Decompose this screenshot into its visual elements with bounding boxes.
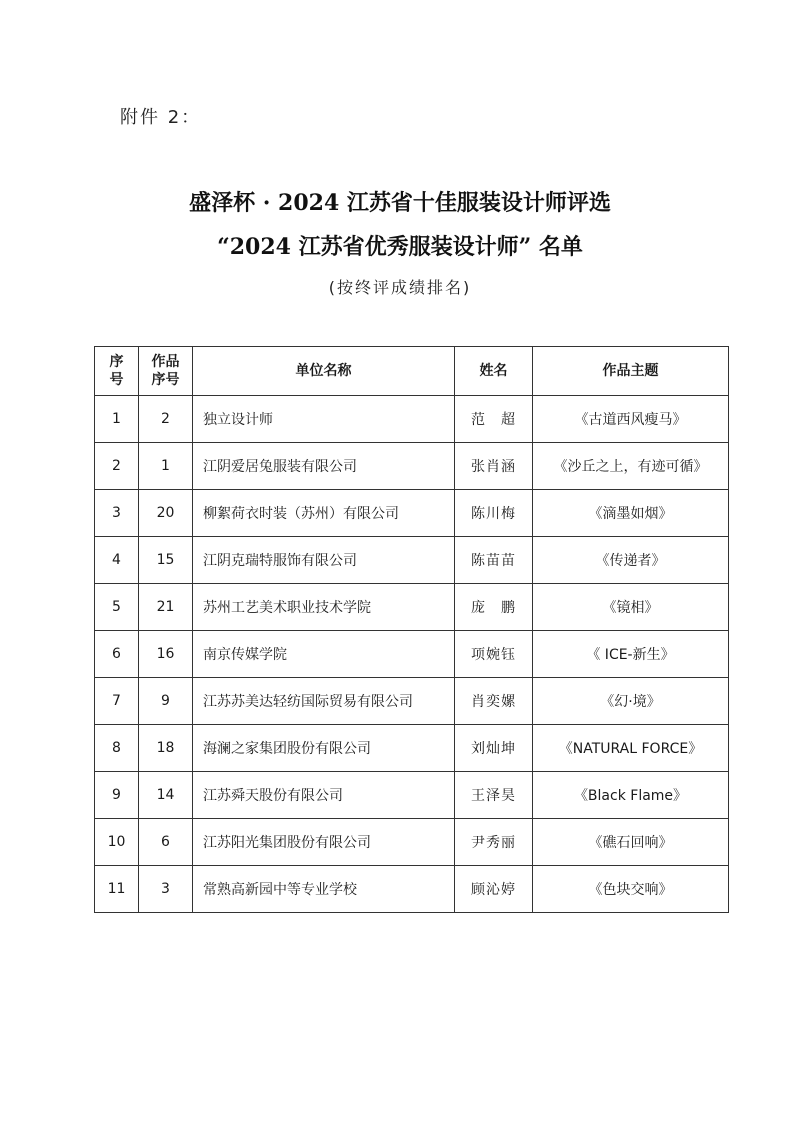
cell-work-no: 2 xyxy=(139,396,193,443)
cell-unit: 苏州工艺美术职业技术学院 xyxy=(193,584,455,631)
cell-work-no: 6 xyxy=(139,819,193,866)
cell-seq: 11 xyxy=(95,866,139,913)
table-row xyxy=(95,537,729,584)
cell-unit: 江苏苏美达轻纺国际贸易有限公司 xyxy=(193,678,455,725)
cell-theme: 《NATURAL FORCE》 xyxy=(533,725,729,772)
cell-unit: 柳絮荷衣时装（苏州）有限公司 xyxy=(193,490,455,537)
cell-theme: 《色块交响》 xyxy=(533,866,729,913)
cell-work-no: 16 xyxy=(139,631,193,678)
cell-name: 庞 鹏 xyxy=(455,584,533,631)
cell-work-no: 18 xyxy=(139,725,193,772)
cell-seq: 2 xyxy=(95,443,139,490)
cell-work-no: 21 xyxy=(139,584,193,631)
cell-unit: 南京传媒学院 xyxy=(193,631,455,678)
cell-theme: 《 ICE-新生》 xyxy=(533,631,729,678)
cell-theme: 《礁石回响》 xyxy=(533,819,729,866)
table-row xyxy=(95,396,729,443)
table-row xyxy=(95,678,729,725)
cell-work-no: 14 xyxy=(139,772,193,819)
cell-work-no: 20 xyxy=(139,490,193,537)
table-row xyxy=(95,772,729,819)
document-subtitle: (按终评成绩排名) xyxy=(328,278,472,297)
cell-unit: 独立设计师 xyxy=(193,396,455,443)
cell-seq: 9 xyxy=(95,772,139,819)
attachment-label: 附件 2： xyxy=(120,107,202,128)
cell-seq: 6 xyxy=(95,631,139,678)
table-row xyxy=(95,866,729,913)
header-seq-text: 序号 xyxy=(109,354,124,388)
cell-name: 顾沁婷 xyxy=(455,866,533,913)
table-body xyxy=(95,396,729,913)
cell-seq: 3 xyxy=(95,490,139,537)
document-title-line-1: 盛泽杯 · 2024 江苏省十佳服装设计师评选 xyxy=(189,190,611,216)
cell-unit: 江阴克瑞特服饰有限公司 xyxy=(193,537,455,584)
header-theme: 作品主题 xyxy=(533,347,729,396)
cell-unit: 常熟高新园中等专业学校 xyxy=(193,866,455,913)
cell-seq: 1 xyxy=(95,396,139,443)
header-work-no xyxy=(139,347,193,396)
cell-seq: 8 xyxy=(95,725,139,772)
cell-work-no: 15 xyxy=(139,537,193,584)
table-row xyxy=(95,631,729,678)
cell-name: 范 超 xyxy=(455,396,533,443)
cell-theme: 《传递者》 xyxy=(533,537,729,584)
header-unit: 单位名称 xyxy=(193,347,455,396)
cell-theme: 《镜相》 xyxy=(533,584,729,631)
cell-name: 肖奕嫘 xyxy=(455,678,533,725)
cell-unit: 江苏舜天股份有限公司 xyxy=(193,772,455,819)
header-work-no-text: 作品序号 xyxy=(151,354,180,388)
cell-theme: 《滴墨如烟》 xyxy=(533,490,729,537)
cell-theme: 《沙丘之上，有迹可循》 xyxy=(533,443,729,490)
cell-theme: 《幻·境》 xyxy=(533,678,729,725)
cell-work-no: 9 xyxy=(139,678,193,725)
cell-name: 陈川梅 xyxy=(455,490,533,537)
cell-work-no: 1 xyxy=(139,443,193,490)
cell-name: 尹秀丽 xyxy=(455,819,533,866)
cell-name: 陈苗苗 xyxy=(455,537,533,584)
cell-seq: 7 xyxy=(95,678,139,725)
header-seq xyxy=(95,347,139,396)
cell-name: 张肖涵 xyxy=(455,443,533,490)
designer-roster-table xyxy=(94,346,729,913)
cell-seq: 10 xyxy=(95,819,139,866)
cell-name: 王泽昊 xyxy=(455,772,533,819)
header-name: 姓名 xyxy=(455,347,533,396)
table-row xyxy=(95,443,729,490)
document-title-line-2: “2024 江苏省优秀服装设计师” 名单 xyxy=(217,234,583,260)
table-row xyxy=(95,819,729,866)
cell-seq: 5 xyxy=(95,584,139,631)
cell-name: 刘灿坤 xyxy=(455,725,533,772)
cell-unit: 江苏阳光集团股份有限公司 xyxy=(193,819,455,866)
cell-seq: 4 xyxy=(95,537,139,584)
table-row xyxy=(95,490,729,537)
table-row xyxy=(95,584,729,631)
table-header-row xyxy=(95,347,729,396)
cell-theme: 《Black Flame》 xyxy=(533,772,729,819)
cell-work-no: 3 xyxy=(139,866,193,913)
cell-name: 项婉钰 xyxy=(455,631,533,678)
table-header xyxy=(95,347,729,396)
cell-unit: 海澜之家集团股份有限公司 xyxy=(193,725,455,772)
cell-unit: 江阴爱居兔服装有限公司 xyxy=(193,443,455,490)
cell-theme: 《古道西风瘦马》 xyxy=(533,396,729,443)
table-row xyxy=(95,725,729,772)
